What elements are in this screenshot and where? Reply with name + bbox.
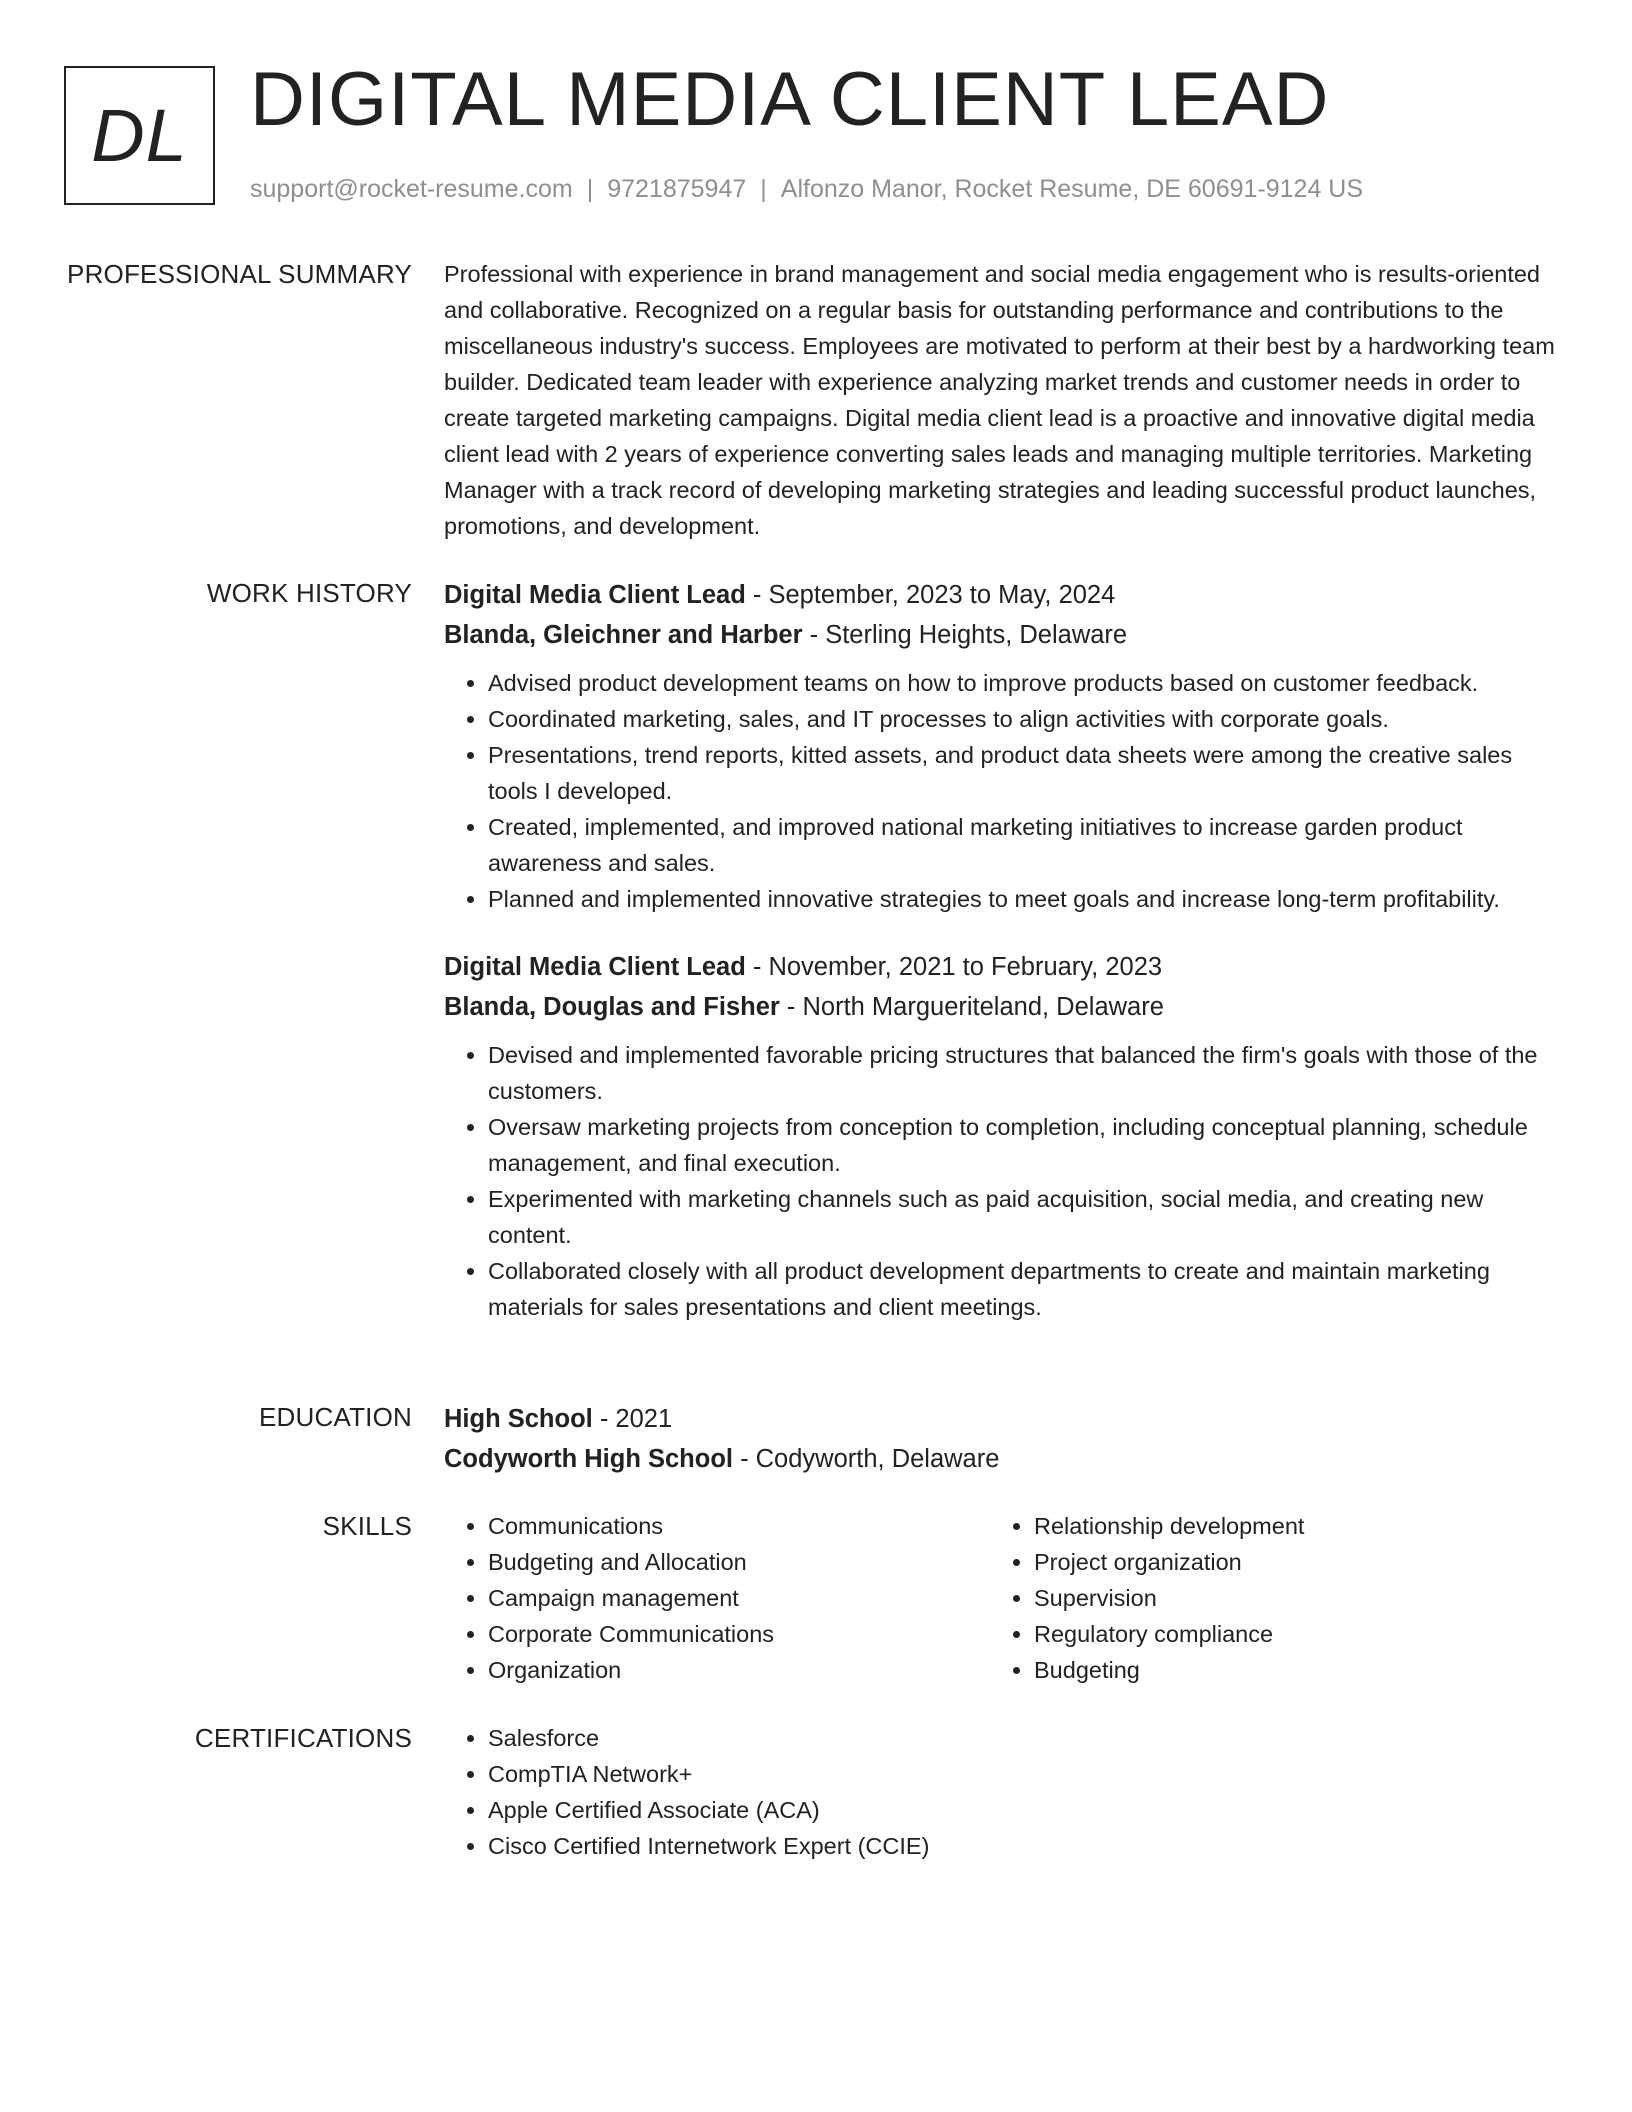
skill-item: • Budgeting [1034,1652,1536,1688]
job-company: Blanda, Gleichner and Harber [444,621,803,649]
summary-text: Professional with experience in brand management and social media engagement who is results-oriented and collaborative. Recognized on a regular basis for outstanding performance and contributions to the miscellaneous industry's success. Employees are motivated to perform at their best by a hardworking team builder. Dedicated team leader with experience analyzing market trends and customer needs in order to create targeted marketing campaigns. Digital media client lead is a proactive and innovative digital media client lead with 2 years of experience converting sales leads and managing multiple territories. Marketing Manager with a track record of developing marketing strategies and leading successful product launches, promotions, and development. [444,261,1555,539]
skill-item: • Project organization [1034,1544,1536,1580]
job-title: Digital Media Client Lead [444,953,746,981]
education-degree-line [444,1399,1556,1439]
skills-grid [444,1508,1556,1688]
job-entry [444,947,1556,1325]
job-bullet: • Created, implemented, and improved national marketing initiatives to increase garden product awareness and sales. [488,809,1556,881]
job-bullets [444,1037,1556,1325]
certification-item: • CompTIA Network+ [488,1756,1556,1792]
work-history-heading: WORK HISTORY [206,578,412,608]
job-bullet: • Presentations, trend reports, kitted assets, and product data sheets were among the creative sales tools I developed. [488,737,1556,809]
work-history-body [444,575,1556,1325]
job-title-line [444,947,1556,987]
contact-phone: 9721875947 [607,175,747,203]
certification-item: • Salesforce [488,1720,1556,1756]
job-bullets [444,665,1556,917]
skills-list-left [444,1508,990,1688]
job-dates: - September, 2023 to May, 2024 [745,581,1116,609]
job-title-line [444,575,1556,615]
skills-body [444,1508,1556,1688]
job-bullet: • Coordinated marketing, sales, and IT processes to align activities with corporate goals. [488,701,1556,737]
skill-item: • Organization [488,1652,990,1688]
education-year: - 2021 [592,1405,673,1433]
skill-item: • Corporate Communications [488,1616,990,1652]
education-body [444,1399,1556,1479]
contact-email: support@rocket-resume.com [250,175,573,203]
job-location: - North Margueriteland, Delaware [779,993,1164,1021]
certification-item: • Apple Certified Associate (ACA) [488,1792,1556,1828]
monogram-box [64,66,215,205]
job-bullet: • Devised and implemented favorable pricing structures that balanced the firm's goals with those of the customers. [488,1037,1556,1109]
education-school: Codyworth High School [444,1445,733,1473]
job-bullet: • Experimented with marketing channels such as paid acquisition, social media, and creating new content. [488,1181,1556,1253]
monogram-initials: DL [91,93,188,177]
skill-item: • Relationship development [1034,1508,1536,1544]
skills-list-right [990,1508,1536,1688]
skill-item: • Communications [488,1508,990,1544]
job-bullet: • Planned and implemented innovative strategies to meet goals and increase long-term profitability. [488,881,1556,917]
job-location: - Sterling Heights, Delaware [802,621,1128,649]
summary-body [444,256,1556,544]
job-company: Blanda, Douglas and Fisher [444,993,780,1021]
job-bullet: • Oversaw marketing projects from conception to completion, including conceptual planning, schedule management, and final execution. [488,1109,1556,1181]
certifications-body [444,1720,1556,1864]
contact-address: Alfonzo Manor, Rocket Resume, DE 60691-9124 US [780,175,1364,203]
contact-separator: | [760,175,767,203]
skill-item: • Regulatory compliance [1034,1616,1536,1652]
job-bullet: • Advised product development teams on how to improve products based on customer feedback. [488,665,1556,701]
education-heading: EDUCATION [259,1402,412,1432]
certifications-list [444,1720,1556,1864]
certification-item: • Cisco Certified Internetwork Expert (CCIE) [488,1828,1556,1864]
education-location: - Codyworth, Delaware [732,1445,1000,1473]
skill-item: • Budgeting and Allocation [488,1544,990,1580]
skills-heading: SKILLS [322,1511,412,1541]
job-dates: - November, 2021 to February, 2023 [745,953,1163,981]
resume-title: DIGITAL MEDIA CLIENT LEAD [250,57,1330,142]
job-bullet: • Collaborated closely with all product development departments to create and maintain marketing materials for sales presentations and client meetings. [488,1253,1556,1325]
contact-line [250,174,1363,204]
education-degree: High School [444,1405,593,1433]
skill-item: • Campaign management [488,1580,990,1616]
skill-item: • Supervision [1034,1580,1536,1616]
job-company-line [444,987,1556,1027]
certifications-heading: CERTIFICATIONS [194,1723,412,1753]
job-company-line [444,615,1556,655]
education-school-line [444,1439,1556,1479]
contact-separator: | [586,175,594,203]
job-entry [444,575,1556,917]
summary-heading: PROFESSIONAL SUMMARY [67,259,412,289]
job-title: Digital Media Client Lead [444,581,746,609]
